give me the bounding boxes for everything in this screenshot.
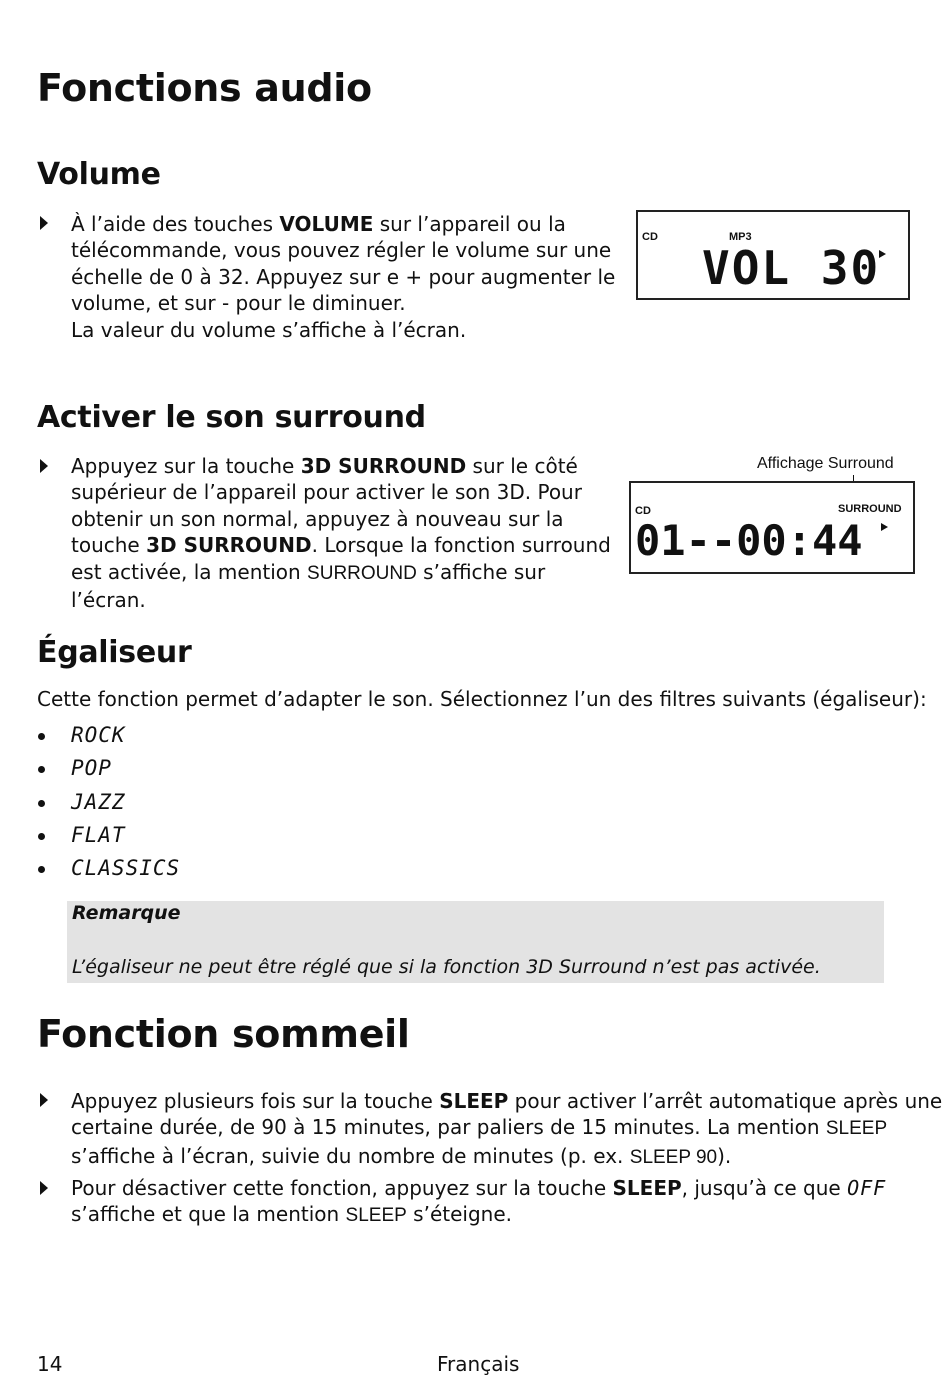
volume-heading: Volume [37,157,161,192]
volume-text: À l’aide des touches VOLUME sur l’appareil ou la télécommande, vous pouvez régler le volume sur une échelle de 0 à 32. Appuyez sur e + pour augmenter le volume, et sur - pour le diminuer. La valeur du volume s’affiche à l’écran. [71,212,616,342]
surround-lcd-display: CD SURROUND 01--00:44 [629,481,915,574]
bullet-dot-icon [38,833,45,840]
eq-item-classics: CLASSICS [71,856,181,880]
surround-caption: Affichage Surround [757,455,894,472]
surround-heading: Activer le son surround [37,400,426,435]
sleep-heading: Fonction sommeil [37,1012,410,1056]
surround-text: Appuyez sur la touche 3D SURROUND sur le côté supérieur de l’appareil pour activer le son 3D. Pour obtenir un son normal, appuyez à nouveau sur la touche 3D SURROUND. Lorsque la fonction surround est activée, la mention SURROUND s’affiche sur l’écran. [71,454,611,613]
sleep-bullet-1: Appuyez plusieurs fois sur la touche SLEEP pour activer l’arrêt automatique après une certaine durée, de 90 à 15 minutes, par paliers de 15 minutes. La mention SLEEP s’affiche à l’écran, suivie du nombre de minutes (p. ex. SLEEP 90). [71,1089,943,1168]
volume-lcd-display: CD MP3 VOL 30 [636,210,910,300]
footer-language: Français [437,1352,520,1376]
bullet-arrow-icon [40,216,48,230]
bullet-dot-icon [38,733,45,740]
eq-item-pop: POP [71,756,112,780]
play-indicator-icon [881,523,888,531]
sleep-bullet-2: Pour désactiver cette fonction, appuyez sur la touche SLEEP, jusqu’à ce que OFF s’affiche et que la mention SLEEP s’éteigne. [71,1176,887,1227]
bullet-dot-icon [38,866,45,873]
note-text: L’égaliseur ne peut être réglé que si la fonction 3D Surround n’est pas activée. [72,956,821,978]
play-indicator-icon [879,250,886,258]
eq-item-jazz: JAZZ [71,790,126,814]
equalizer-intro: Cette fonction permet d’adapter le son. Sélectionnez l’un des filtres suivants (égaliseur): [37,687,927,711]
bullet-dot-icon [38,766,45,773]
bullet-arrow-icon [40,1093,48,1107]
eq-item-flat: FLAT [71,823,126,847]
bullet-arrow-icon [40,459,48,473]
note-box [67,901,884,983]
bullet-dot-icon [38,800,45,807]
page-number: 14 [37,1352,63,1376]
eq-item-rock: ROCK [71,723,126,747]
note-title: Remarque [72,902,181,924]
bullet-arrow-icon [40,1181,48,1195]
page-title: Fonctions audio [37,66,372,110]
equalizer-heading: Égaliseur [37,635,192,670]
